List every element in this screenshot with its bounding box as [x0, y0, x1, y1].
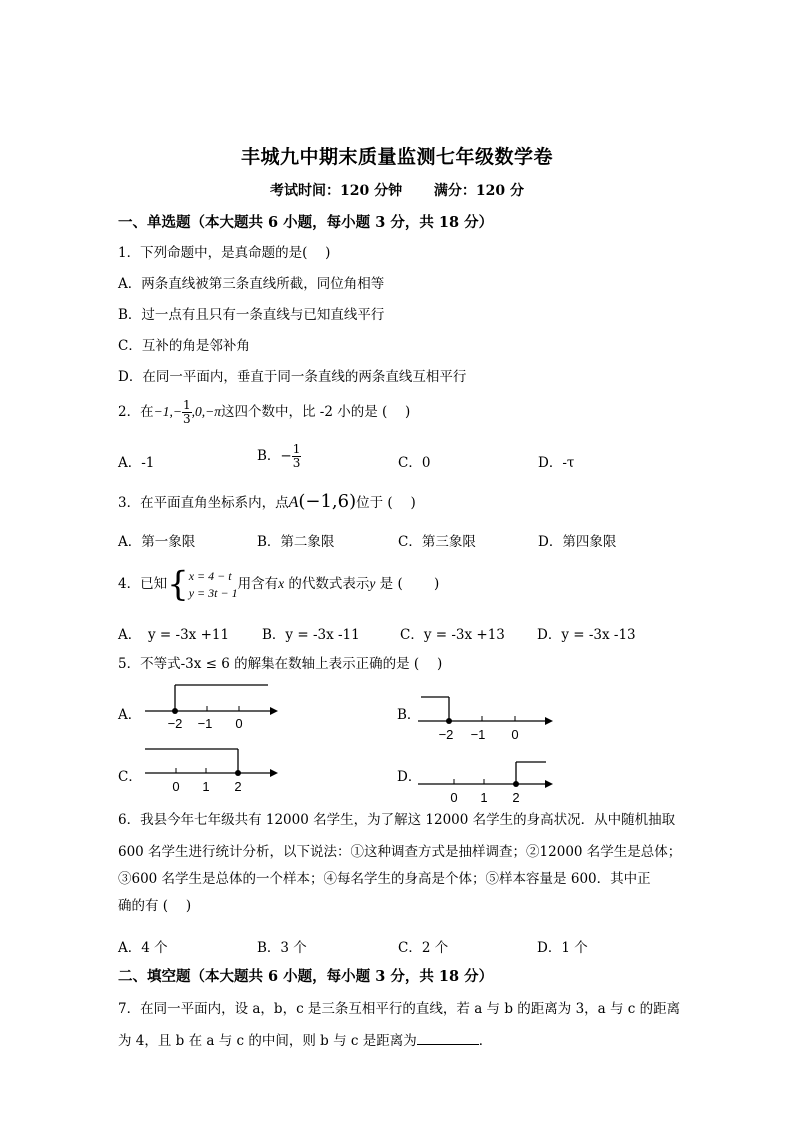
- tick-label: 0: [172, 779, 180, 794]
- number-line-b: [415, 692, 565, 744]
- question-6-option-a: A．4 个: [118, 940, 168, 956]
- exam-time: 考试时间：120 分钟: [270, 183, 403, 199]
- section-heading-fill-blank: 二、填空题（本大题共 6 小题，每小题 3 分，共 18 分）: [118, 968, 494, 985]
- question-5-label-c: C．: [118, 769, 142, 785]
- question-2-stem: 2．在−1,− $\frac{1}{3}$ ,0,−π这四个数中，比 -2 小的是 ( ): [118, 398, 411, 426]
- question-6-line-4: 确的有 ( ): [118, 898, 192, 914]
- exam-title: 丰城九中期末质量监测七年级数学卷: [240, 146, 553, 168]
- fraction-one-third: $\frac{1}{3}$: [182, 398, 191, 426]
- question-4-stem: 4．已知{ x = 4 − t y = 3t − 1 用含有x 的代数式表示y 是 ( ): [118, 564, 440, 605]
- question-2-option-c: C．0: [398, 455, 431, 471]
- question-3-stem: 3．在平面直角坐标系内，点A(−1,6)位于 ( ): [118, 491, 416, 512]
- tick-label: 2: [512, 790, 520, 805]
- number-line-c: [140, 745, 290, 797]
- question-1-stem: 1．下列命题中，是真命题的是( ): [118, 245, 331, 261]
- question-5-label-d: D．: [397, 769, 422, 785]
- tick-label: 0: [235, 716, 243, 731]
- tick-label: 1: [202, 779, 210, 794]
- question-1-option-c: C．互补的角是邻补角: [118, 338, 250, 354]
- tick-label: 2: [234, 779, 242, 794]
- question-3-option-d: D．第四象限: [538, 534, 617, 550]
- question-6-option-b: B．3 个: [257, 940, 307, 956]
- answer-blank[interactable]: [417, 1030, 479, 1045]
- question-5-stem: 5．不等式-3x ≤ 6 的解集在数轴上表示正确的是 ( ): [118, 656, 443, 672]
- tick-label: −1: [197, 716, 213, 731]
- question-7-line-2: 为 4，且 b 在 a 与 c 的中间，则 b 与 c 是距离为 ．: [118, 1030, 492, 1051]
- question-1-option-d: D．在同一平面内，垂直于同一条直线的两条直线互相平行: [118, 369, 467, 385]
- tick-label: 1: [480, 790, 488, 805]
- number-line-a: [140, 682, 290, 732]
- question-6-line-1: 6．我县今年七年级共有 12000 名学生，为了解这 12000 名学生的身高状况．从中随机抽取: [118, 812, 676, 828]
- full-score: 满分：120 分: [433, 183, 524, 199]
- question-1-option-b: B．过一点有且只有一条直线与已知直线平行: [118, 307, 385, 323]
- tick-label: −2: [438, 727, 454, 742]
- question-2-option-a: A．-1: [118, 455, 155, 471]
- question-2-option-b: B．− $\frac{1}{3}$: [257, 442, 301, 470]
- question-4-option-b: B．y = -3x -11: [262, 627, 360, 643]
- question-4-option-d: D．y = -3x -13: [537, 627, 636, 643]
- question-3-option-a: A．第一象限: [118, 534, 196, 550]
- question-1-option-a: A．两条直线被第三条直线所截，同位角相等: [118, 276, 385, 292]
- question-3-option-c: C．第三象限: [398, 534, 476, 550]
- question-5-label-a: A．: [118, 707, 142, 723]
- question-6-option-d: D．1 个: [537, 940, 588, 956]
- question-2-option-d: D．-τ: [538, 455, 575, 471]
- question-4-option-c: C．y = -3x +13: [400, 627, 505, 643]
- question-6-option-c: C．2 个: [398, 940, 449, 956]
- exam-info: [0, 180, 794, 200]
- tick-label: −2: [167, 716, 183, 731]
- question-7-line-1: 7．在同一平面内，设 a，b，c 是三条互相平行的直线，若 a 与 b 的距离为 3，a 与 c 的距离: [118, 1001, 681, 1017]
- section-heading-single-choice: 一、单选题（本大题共 6 小题，每小题 3 分，共 18 分）: [118, 214, 494, 231]
- tick-label: 0: [511, 727, 519, 742]
- question-3-option-b: B．第二象限: [257, 534, 335, 550]
- question-6-line-2: 600 名学生进行统计分析，以下说法：①这种调查方式是抽样调查；②12000 名学生是总体；: [118, 844, 682, 860]
- question-6-line-3: ③600 名学生是总体的一个样本；④每名学生的身高是个体；⑤样本容量是 600．其中正: [118, 871, 651, 887]
- tick-label: 0: [450, 790, 458, 805]
- question-5-label-b: B．: [397, 707, 421, 723]
- tick-label: −1: [470, 727, 486, 742]
- question-4-option-a: A． y = -3x +11: [118, 627, 230, 643]
- number-line-d: [415, 757, 565, 807]
- equation-system: x = 4 − t y = 3t − 1: [188, 568, 238, 600]
